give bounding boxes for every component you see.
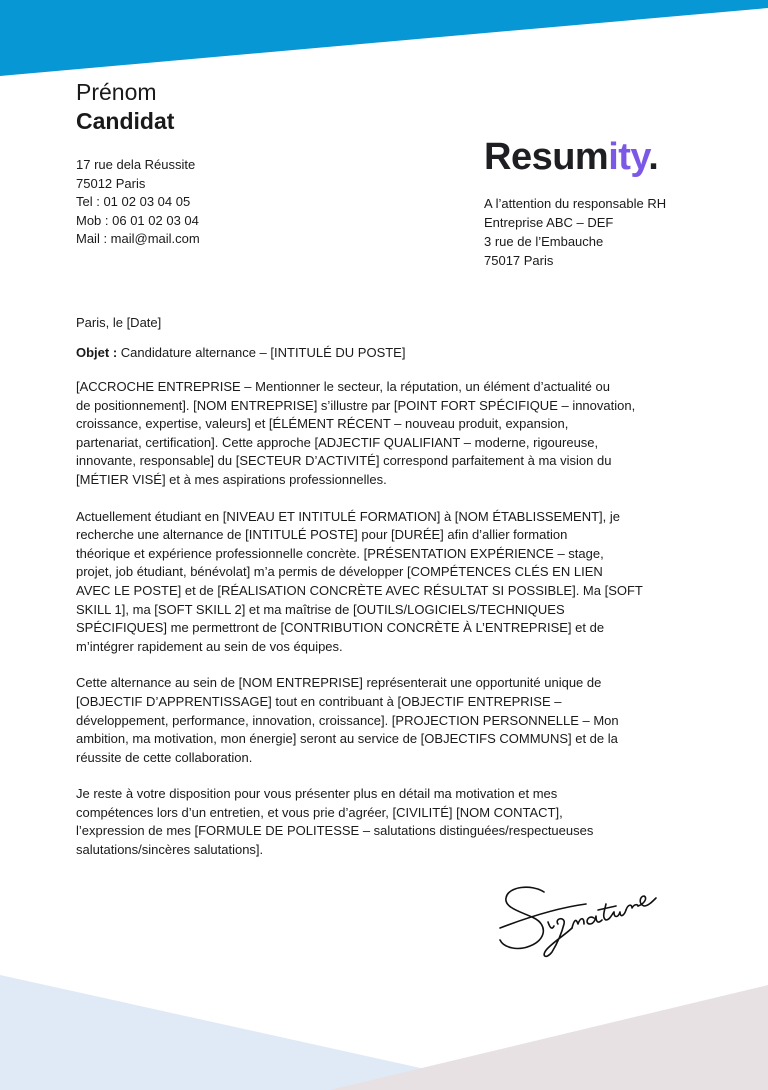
logo-text-dot: . <box>648 136 659 178</box>
bottom-right-shape <box>330 985 768 1090</box>
paragraph-line: recherche une alternance de [INTITULÉ POSTE] pour [DURÉE] afin d’allier formation <box>76 527 568 543</box>
sender-address <box>76 156 200 249</box>
paragraph-line: développement, performance, innovation, croissance]. [PROJECTION PERSONNELLE – Mon <box>76 712 619 728</box>
place-date: Paris, le [Date] <box>76 315 162 330</box>
paragraph-line: [ACCROCHE ENTREPRISE – Mentionner le secteur, la réputation, un élément d’actualité ou <box>76 379 610 394</box>
paragraph-line: SPÉCIFIQUES] me permettront de [CONTRIBUTION CONCRÈTE À L’ENTREPRISE] et de <box>76 620 605 636</box>
paragraph-line: AVEC LE POSTE] et de [RÉALISATION CONCRÈTE AVEC RÉSULTAT SI POSSIBLE]. Ma [SOFT <box>76 582 643 598</box>
paragraph-line: partenariat, certification]. Cette approche [ADJECTIF QUALIFIANT – moderne, rigoureuse, <box>76 434 599 450</box>
subject-label: Objet : <box>76 345 118 360</box>
recipient-company: Entreprise ABC – DEF <box>484 215 614 230</box>
paragraph-line: compétences lors d’un entretien, et vous prie d’agréer, [CIVILITÉ] [NOM CONTACT], <box>76 804 563 820</box>
bottom-left-shape <box>0 975 520 1090</box>
paragraph-line: [MÉTIER VISÉ] et à mes aspirations professionnelles. <box>76 471 387 487</box>
resumity-logo <box>484 136 658 179</box>
paragraph-company-hook <box>76 378 708 490</box>
handwritten-signature <box>496 878 666 968</box>
paragraph-line: ambition, ma motivation, mon énergie] seront au service de [OBJECTIFS COMMUNS] et de la <box>76 731 618 747</box>
sender-phone: Tel : 01 02 03 04 05 <box>76 194 191 209</box>
paragraph-closing <box>76 785 708 859</box>
paragraph-line: théorique et expérience professionnelle concrète. [PRÉSENTATION EXPÉRIENCE – stage, <box>76 545 604 561</box>
last-name: Candidat <box>76 108 175 134</box>
logo-text-accent: ity <box>608 136 649 178</box>
logo-text-main: Resum <box>484 136 609 178</box>
recipient-attention: A l’attention du responsable RH <box>484 196 667 211</box>
sender-street: 17 rue dela Réussite <box>76 157 196 172</box>
paragraph-line: SKILL 1], ma [SOFT SKILL 2] et ma maîtrise de [OUTILS/LOGICIELS/TECHNIQUES <box>76 601 565 617</box>
sender-email: Mail : mail@mail.com <box>76 231 200 246</box>
subject-text: Candidature alternance – [INTITULÉ DU POSTE] <box>117 345 406 360</box>
paragraph-line: m’intégrer rapidement au sein de vos équipes. <box>76 638 343 654</box>
sender-mobile: Mob : 06 01 02 03 04 <box>76 212 199 228</box>
recipient-city: 75017 Paris <box>484 253 554 268</box>
top-blue-band <box>0 0 768 76</box>
paragraph-line: salutations/sincères salutations]. <box>76 842 264 858</box>
paragraph-line: Je reste à votre disposition pour vous présenter plus en détail ma motivation et mes <box>76 786 558 802</box>
paragraph-experience <box>76 508 708 657</box>
paragraph-line: l’expression de mes [FORMULE DE POLITESSE – salutations distinguées/respectueuses <box>76 823 594 839</box>
letter-body <box>76 378 708 878</box>
recipient-street: 3 rue de l’Embauche <box>484 234 604 249</box>
paragraph-line: de positionnement]. [NOM ENTREPRISE] s’illustre par [POINT FORT SPÉCIFIQUE – innovation, <box>76 397 636 413</box>
recipient-address <box>484 194 666 270</box>
paragraph-line: innovante, responsable] du [SECTEUR D’ACTIVITÉ] correspond parfaitement à ma vision du <box>76 453 612 469</box>
paragraph-line: projet, job étudiant, bénévolat] m’a permis de développer [COMPÉTENCES CLÉS EN LIEN <box>76 564 603 580</box>
paragraph-line: croissance, expertise, valeurs] et [ÉLÉMENT RÉCENT – nouveau produit, expansion, <box>76 416 569 432</box>
paragraph-opportunity <box>76 674 708 767</box>
paragraph-line: Cette alternance au sein de [NOM ENTREPRISE] représenterait une opportunité unique de <box>76 675 602 691</box>
subject-line <box>76 343 405 362</box>
first-name: Prénom <box>76 79 157 105</box>
sender-city: 75012 Paris <box>76 175 146 191</box>
paragraph-line: réussite de cette collaboration. <box>76 749 253 765</box>
paragraph-line: [OBJECTIF D’APPRENTISSAGE] tout en contribuant à [OBJECTIF ENTREPRISE – <box>76 693 562 709</box>
paragraph-line: Actuellement étudiant en [NIVEAU ET INTITULÉ FORMATION] à [NOM ÉTABLISSEMENT], je <box>76 508 620 524</box>
candidate-name <box>76 78 174 136</box>
